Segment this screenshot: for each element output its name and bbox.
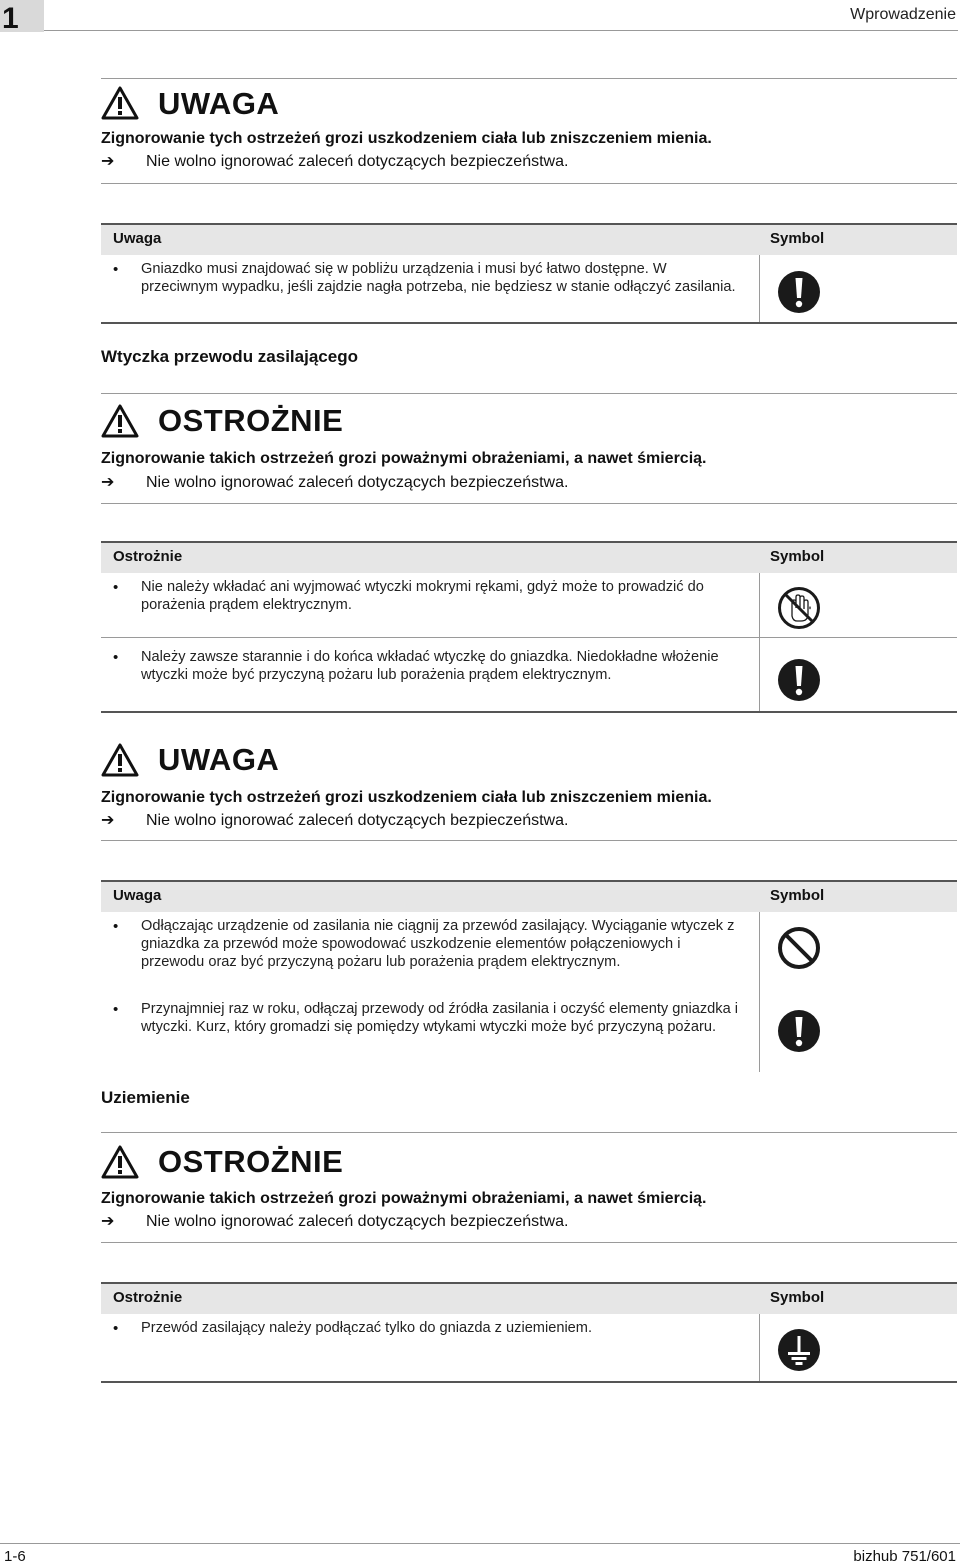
warning-subtitle: Zignorowanie takich ostrzeżeń grozi poważnymi obrażeniami, a nawet śmiercią.: [101, 450, 707, 467]
divider: [101, 393, 957, 394]
instruction-text: Nie wolno ignorować zaleceń dotyczących bezpieczeństwa.: [146, 1213, 569, 1230]
table-header: [101, 880, 957, 912]
footer-rule: [0, 1543, 960, 1544]
table-row-text: Nie należy wkładać ani wyjmować wtyczki mokrymi rękami, gdyż może to prowadzić do porażenia prądem elektrycznym.: [141, 579, 704, 613]
product-name: bizhub 751/601: [853, 1548, 956, 1565]
table-bottom-rule: [101, 322, 957, 324]
table-bottom-rule: [101, 1381, 957, 1383]
warning-title: UWAGA: [158, 742, 280, 777]
bullet-icon: •: [113, 261, 119, 278]
column-header-symbol: Symbol: [770, 887, 825, 904]
prohibited-icon: [777, 926, 821, 970]
warning-subtitle: Zignorowanie tych ostrzeżeń grozi uszkodzeniem ciała lub zniszczeniem mienia.: [101, 130, 712, 147]
header-rule: [44, 30, 958, 31]
warning-title: OSTROŻNIE: [158, 1144, 344, 1179]
warning-title: OSTROŻNIE: [158, 403, 344, 438]
instruction-line: [101, 810, 568, 830]
table-row-text: Przynajmniej raz w roku, odłączaj przewody od źródła zasilania i oczyść elementy gniazdka i wtyczki. Kurz, który gromadzi się pomiędzy wtykami wtyczki może być przyczyną pożaru.: [141, 1001, 738, 1035]
column-separator: [759, 573, 760, 712]
divider: [101, 78, 957, 79]
column-header-note: Uwaga: [113, 230, 162, 247]
mandatory-exclamation-icon: [777, 1009, 821, 1053]
instruction-text: Nie wolno ignorować zaleceń dotyczących bezpieczeństwa.: [146, 153, 569, 170]
table-row-text: Odłączając urządzenie od zasilania nie ciągnij za przewód zasilający. Wyciąganie wtyczek z gniazdka za przewód może spowodować uszkodzenie elementów połączeniowych i przewodu oraz być przyczyną pożaru lub porażenia prądem elektrycznym.: [141, 918, 735, 970]
column-separator: [759, 912, 760, 1072]
instruction-line: [101, 472, 568, 492]
warning-triangle-icon: [101, 404, 139, 438]
no-wet-hands-icon: [777, 586, 821, 630]
table-header: [101, 1282, 957, 1314]
column-header-caution: Ostrożnie: [113, 1289, 183, 1306]
page-number: 1-6: [4, 1548, 26, 1565]
instruction-text: Nie wolno ignorować zaleceń dotyczących bezpieczeństwa.: [146, 812, 569, 829]
column-header-caution: Ostrożnie: [113, 548, 183, 565]
section-heading: Uziemienie: [101, 1088, 190, 1107]
warning-subtitle: Zignorowanie tych ostrzeżeń grozi uszkodzeniem ciała lub zniszczeniem mienia.: [101, 789, 712, 806]
column-header-symbol: Symbol: [770, 230, 825, 247]
divider: [101, 840, 957, 841]
column-header-note: Uwaga: [113, 887, 162, 904]
table-header: [101, 223, 957, 255]
running-title: Wprowadzenie: [850, 6, 956, 23]
bullet-icon: •: [113, 579, 119, 596]
divider: [101, 503, 957, 504]
column-separator: [759, 1314, 760, 1382]
divider: [101, 1242, 957, 1243]
arrow-icon: ➔: [101, 153, 115, 170]
bullet-icon: •: [113, 649, 119, 666]
arrow-icon: ➔: [101, 812, 115, 829]
instruction-line: [101, 1211, 568, 1231]
ground-icon: [777, 1328, 821, 1372]
table-row-text: Należy zawsze starannie i do końca wkładać wtyczkę do gniazdka. Niedokładne włożenie wtyczki może być przyczyną pożaru lub porażenia prądem elektrycznym.: [141, 649, 719, 683]
warning-triangle-icon: [101, 743, 139, 777]
table-bottom-rule: [101, 711, 957, 713]
table-row-text: Gniazdko musi znajdować się w pobliżu urządzenia i musi być łatwo dostępne. W przeciwnym wypadku, jeśli zajdzie nagła potrzeba, nie będziesz w stanie odłączyć zasilania.: [141, 261, 736, 295]
chapter-number: 1: [2, 2, 19, 35]
section-heading: Wtyczka przewodu zasilającego: [101, 347, 358, 366]
warning-triangle-icon: [101, 1145, 139, 1179]
bullet-icon: •: [113, 1001, 119, 1018]
column-header-symbol: Symbol: [770, 548, 825, 565]
warning-triangle-icon: [101, 86, 139, 120]
table-header: [101, 541, 957, 573]
warning-subtitle: Zignorowanie takich ostrzeżeń grozi poważnymi obrażeniami, a nawet śmiercią.: [101, 1190, 707, 1207]
bullet-icon: •: [113, 1320, 119, 1337]
column-separator: [759, 255, 760, 323]
instruction-text: Nie wolno ignorować zaleceń dotyczących bezpieczeństwa.: [146, 474, 569, 491]
arrow-icon: ➔: [101, 1213, 115, 1230]
column-header-symbol: Symbol: [770, 1289, 825, 1306]
row-divider: [101, 637, 759, 638]
warning-title: UWAGA: [158, 86, 280, 121]
arrow-icon: ➔: [101, 474, 115, 491]
divider: [101, 1132, 957, 1133]
instruction-line: [101, 151, 568, 171]
row-divider: [760, 637, 957, 638]
divider: [101, 183, 957, 184]
mandatory-exclamation-icon: [777, 658, 821, 702]
mandatory-exclamation-icon: [777, 270, 821, 314]
table-row-text: Przewód zasilający należy podłączać tylko do gniazda z uziemieniem.: [141, 1320, 593, 1336]
bullet-icon: •: [113, 918, 119, 935]
